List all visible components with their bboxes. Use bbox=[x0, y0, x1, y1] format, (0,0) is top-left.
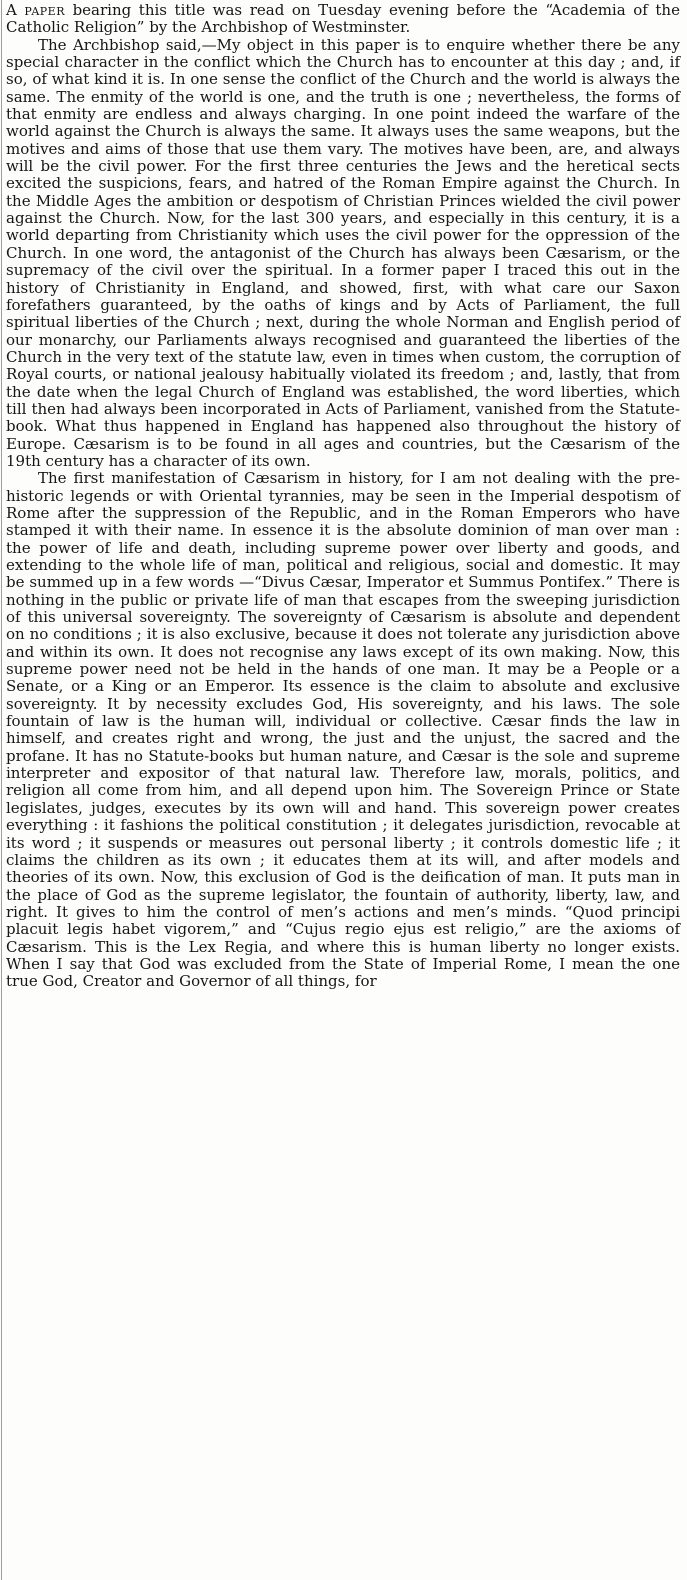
intro-smallcaps: paper bbox=[24, 1, 65, 19]
intro-text: bearing this title was read on Tuesday evening before the “Academia of the Catholic Religion” by the Archbishop of Westminster. bbox=[6, 1, 680, 37]
article-column bbox=[6, 2, 680, 991]
intro-lead: A bbox=[6, 1, 17, 19]
paragraph-caesarism-history: The first manifestation of Cæsarism in history, for I am not dealing with the pre-historic legends or with Oriental tyrannies, may be seen in the Imperial despotism of Rome after the suppression of the Republic, and in the Roman Emperors who have stamped it with their name. In essence it is the absolute dominion of man over man : the power of life and death, including supreme power over liberty and goods, and extending to the whole life of man, political and religious, social and domestic. It may be summed up in a few words —“Divus Cæsar, Imperator et Summus Pontifex.” There is nothing in the public or private life of man that escapes from the sweeping jurisdiction of this universal sovereignty. The sovereignty of Cæsarism is absolute and dependent on no conditions ; it is also exclusive, because it does not tolerate any jurisdiction above and within its own. It does not recognise any laws except of its own making. Now, this supreme power need not be held in the hands of one man. It may be a People or a Senate, or a King or an Emperor. Its essence is the claim to absolute and exclusive sovereignty. It by necessity excludes God, His sovereignty, and his laws. The sole fountain of law is the human will, individual or collective. Cæsar finds the law in himself, and creates right and wrong, the just and the unjust, the sacred and the profane. It has no Statute-books but human nature, and Cæsar is the sole and supreme interpreter and expositor of that natural law. Therefore law, morals, politics, and religion all come from him, and all depend upon him. The Sovereign Prince or State legislates, judges, executes by its own will and hand. This sovereign power creates everything : it fashions the political constitution ; it delegates jurisdiction, revocable at its word ; it suspends or measures out personal liberty ; it controls domestic life ; it claims the children as its own ; it educates them at its will, and after models and theories of its own. Now, this exclusion of God is the deification of man. It puts man in the place of God as the supreme legislator, the fountain of authority, liberty, law, and right. It gives to him the control of men’s actions and men’s minds. “Quod principi placuit legis habet vigorem,” and “Cujus regio ejus est religio,” are the axioms of Cæsarism. This is the Lex Regia, and where this is human liberty no longer exists. When I say that God was excluded from the State of Imperial Rome, I mean the one true God, Creator and Governor of all things, for bbox=[6, 469, 680, 991]
paragraph-archbishop-said: The Archbishop said,—My object in this paper is to enquire whether there be any special character in the conflict which the Church has to encounter at this day ; and, if so, of what kind it is. In one sense the conflict of the Church and the world is always the same. The enmity of the world is one, and the truth is one ; nevertheless, the forms of that enmity are endless and always charging. In one point indeed the warfare of the world against the Church is always the same. It always uses the same weapons, but the motives and aims of those that use them vary. The motives have been, are, and always will be the civil power. For the first three centuries the Jews and the heretical sects excited the suspicions, fears, and hatred of the Roman Empire against the Church. In the Middle Ages the ambition or despotism of Christian Princes wielded the civil power against the Church. Now, for the last 300 years, and especially in this century, it is a world departing from Christianity which uses the civil power for the oppression of the Church. In one word, the antagonist of the Church has always been Cæsarism, or the supremacy of the civil over the spiritual. In a former paper I traced this out in the history of Christianity in England, and showed, first, with what care our Saxon forefathers guaranteed, by the oaths of kings and by Acts of Parliament, the full spiritual liberties of the Church ; next, during the whole Norman and English period of our monarchy, our Parliaments always recognised and guaranteed the liberties of the Church in the very text of the statute law, even in times when custom, the corruption of Royal courts, or national jealousy habitually violated its freedom ; and, lastly, that from the date when the legal Church of England was established, the word liberties, which till then had always been incorporated in Acts of Parliament, vanished from the Statute-book. What thus happened in England has happened also throughout the history of Europe. Cæsarism is to be found in all ages and countries, but the Cæsarism of the 19th century has a character of its own. bbox=[6, 35, 680, 470]
intro-paragraph bbox=[6, 2, 680, 37]
column-rule bbox=[1, 0, 2, 1580]
